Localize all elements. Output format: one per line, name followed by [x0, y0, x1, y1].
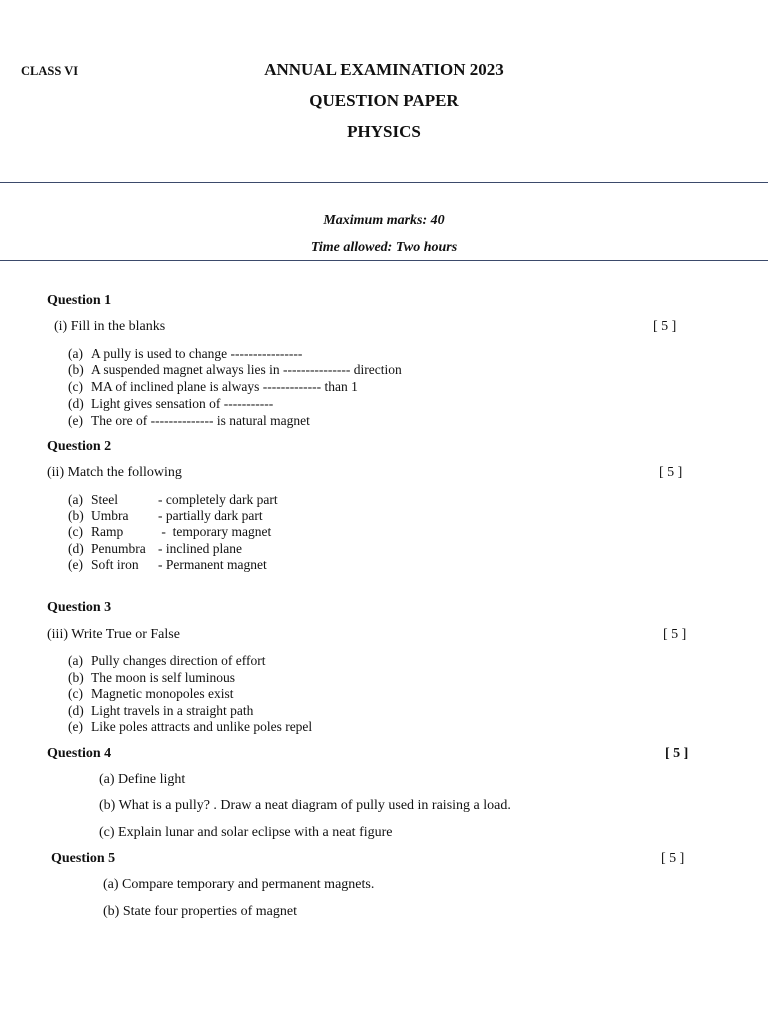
subject-title: PHYSICS: [347, 122, 421, 141]
list-item: (d) Light gives sensation of -----------: [68, 396, 274, 411]
time-allowed: Time allowed: Two hours: [310, 240, 458, 255]
question-5-heading: Question 5: [51, 851, 116, 866]
question-2-instruction: (ii) Match the following: [47, 465, 182, 480]
question-1-instruction: (i) Fill in the blanks: [54, 319, 166, 334]
question-1-heading: Question 1: [47, 293, 112, 308]
list-item: (b) State four properties of magnet: [103, 904, 297, 919]
question-2-marks: [ 5 ]: [659, 465, 683, 480]
question-3-instruction: (iii) Write True or False: [47, 627, 180, 642]
list-item: (e) Like poles attracts and unlike poles repel: [68, 719, 313, 734]
list-item: (a) Steel - completely dark part: [68, 492, 278, 507]
list-item: (c) Magnetic monopoles exist: [68, 686, 234, 701]
question-2-heading: Question 2: [47, 439, 112, 454]
list-item: (e) Soft iron - Permanent magnet: [68, 557, 267, 572]
list-item: (a) Compare temporary and permanent magnets.: [103, 877, 375, 892]
question-3-marks: [ 5 ]: [663, 627, 687, 642]
exam-title: ANNUAL EXAMINATION 2023: [264, 60, 504, 79]
list-item: (a) A pully is used to change ----------------: [68, 346, 303, 361]
meta-divider: [0, 260, 768, 261]
question-1-marks: [ 5 ]: [653, 319, 677, 334]
list-item: (c) Explain lunar and solar eclipse with a neat figure: [99, 825, 393, 840]
list-item: (b) Umbra - partially dark part: [68, 508, 263, 523]
question-4-heading: Question 4: [47, 746, 112, 761]
list-item: (b) A suspended magnet always lies in --------------- direction: [68, 362, 402, 377]
list-item: (e) The ore of -------------- is natural magnet: [68, 413, 310, 428]
list-item: (d) Light travels in a straight path: [68, 703, 254, 718]
list-item: (c) Ramp - temporary magnet: [68, 524, 272, 539]
list-item: (a) Pully changes direction of effort: [68, 653, 266, 668]
question-4-marks: [ 5 ]: [665, 746, 689, 761]
class-label: CLASS VI: [21, 64, 79, 78]
header-divider: [0, 182, 768, 183]
question-3-heading: Question 3: [47, 600, 112, 615]
question-5-marks: [ 5 ]: [661, 851, 685, 866]
paper-subtitle: QUESTION PAPER: [309, 91, 459, 110]
list-item: (d) Penumbra - inclined plane: [68, 541, 242, 556]
max-marks: Maximum marks: 40: [323, 213, 445, 228]
list-item: (a) Define light: [99, 772, 186, 787]
list-item: (b) The moon is self luminous: [68, 670, 235, 685]
list-item: (b) What is a pully? . Draw a neat diagram of pully used in raising a load.: [99, 798, 511, 813]
list-item: (c) MA of inclined plane is always ------------- than 1: [68, 379, 358, 394]
